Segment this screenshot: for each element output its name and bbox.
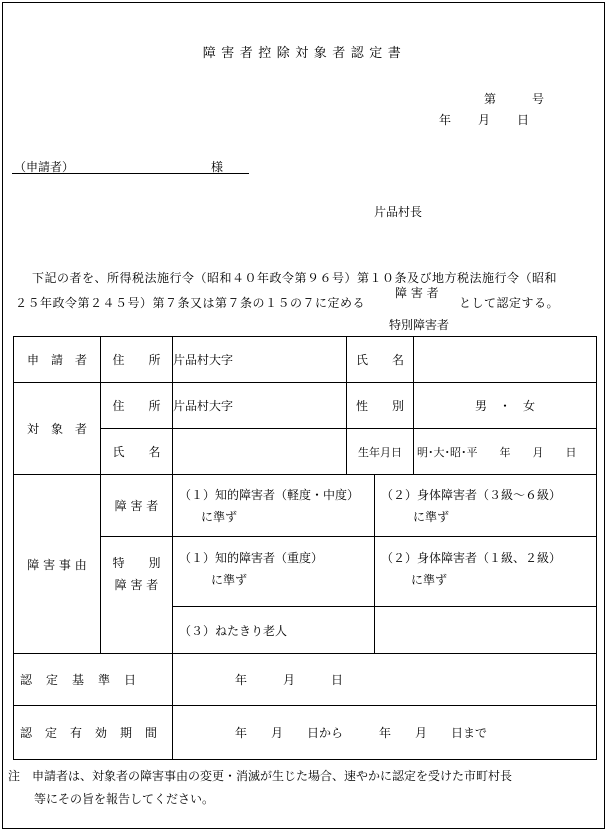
option-intellectual-severe[interactable] — [173, 537, 375, 607]
option-intellectual-mild-text: （１）知的障害者（軽度・中度） — [179, 487, 360, 502]
subject-header: 対 象 者 — [14, 383, 101, 475]
special-disabled-label — [101, 537, 173, 654]
option-intellectual-severe-suffix: に準ず — [211, 573, 248, 587]
issue-date: 年 月 日 — [439, 113, 531, 127]
disabled-row — [14, 475, 597, 537]
birth-date-label: 生年月日 — [347, 429, 414, 475]
special-label-line1: 特 別 — [112, 556, 161, 570]
empty-cell — [375, 607, 597, 654]
subject-address-label: 住 所 — [101, 383, 173, 429]
body-line-1: 下記の者を、所得税法施行令（昭和４０年政令第９６号）第１０条及び地方税法施行令（昭和 — [32, 271, 558, 285]
option-physical-mild-text: （２）身体障害者（３級～６級） — [381, 487, 562, 502]
reason-header: 障 害 事 由 — [14, 475, 101, 654]
gender-value[interactable]: 男 ・ 女 — [414, 383, 597, 429]
option-physical-severe-text: （２）身体障害者（１級、２級） — [381, 551, 562, 565]
validity-label: 認 定 有 効 期 間 — [14, 706, 173, 760]
validity-row — [14, 706, 597, 760]
special-label-line2: 障 害 者 — [114, 578, 159, 592]
disabled-label: 障 害 者 — [101, 475, 173, 537]
basis-date-value[interactable]: 年 月 日 — [173, 654, 597, 706]
option-intellectual-mild-suffix: に準ず — [201, 509, 238, 524]
applicant-honorific: 様 — [211, 160, 224, 174]
applicant-header: 申 請 者 — [14, 337, 101, 383]
option-physical-mild-suffix: に準ず — [413, 509, 450, 524]
document-title: 障害者控除対象者認定書 — [202, 46, 407, 61]
birth-date-value[interactable]: 明･大･昭･平 年 月 日 — [414, 429, 597, 475]
basis-date-label: 認 定 基 準 日 — [14, 654, 173, 706]
option-physical-severe[interactable] — [375, 537, 597, 607]
subject-address-row — [14, 383, 597, 429]
subject-name-row — [14, 429, 597, 475]
applicant-address[interactable]: 片品村大字 — [173, 337, 347, 383]
document-number: 第 号 — [484, 92, 545, 106]
option-physical-mild[interactable] — [375, 475, 597, 537]
body-line-2-end: として認定する。 — [459, 296, 560, 310]
applicant-address-label: 住 所 — [101, 337, 173, 383]
subject-address[interactable]: 片品村大字 — [173, 383, 347, 429]
subject-name-label: 氏 名 — [101, 429, 173, 475]
subject-name-field[interactable] — [173, 429, 347, 475]
note-line-1: 注 申請者は、対象者の障害事由の変更・消滅が生じた場合、速やかに認定を受けた市町村長 — [8, 769, 513, 783]
option-bedridden[interactable]: （３）ねたきり老人 — [173, 607, 375, 654]
certification-table — [13, 336, 597, 760]
special-disabled-row — [14, 537, 597, 607]
choice-disabled: 障 害 者 — [395, 286, 439, 300]
gender-label: 性 別 — [347, 383, 414, 429]
option-intellectual-severe-text: （１）知的障害者（重度） — [179, 551, 324, 565]
applicant-prefix: （申請者） — [14, 160, 75, 174]
applicant-row — [14, 337, 597, 383]
choice-special-disabled: 特別障害者 — [389, 318, 450, 332]
applicant-underline — [12, 173, 249, 174]
body-line-2: ２５年政令第２４５号）第７条又は第７条の１５の７に定める — [15, 296, 366, 310]
validity-value[interactable]: 年 月 日から 年 月 日まで — [173, 706, 597, 760]
option-intellectual-mild[interactable] — [173, 475, 375, 537]
basis-date-row — [14, 654, 597, 706]
note-line-2: 等にその旨を報告してください。 — [34, 792, 215, 806]
applicant-name-field[interactable] — [414, 337, 597, 383]
applicant-name-label: 氏 名 — [347, 337, 414, 383]
option-physical-severe-suffix: に準ず — [411, 573, 448, 587]
issuer-name: 片品村長 — [374, 205, 423, 219]
